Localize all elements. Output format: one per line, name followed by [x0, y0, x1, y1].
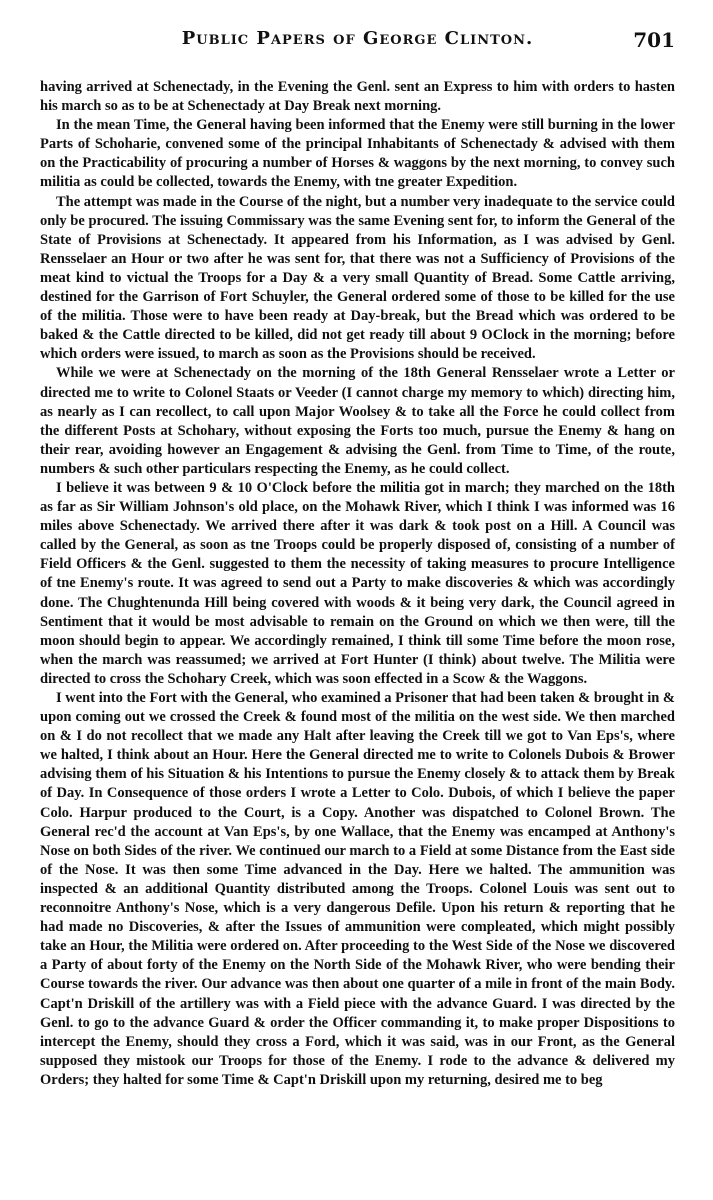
page-header — [40, 28, 675, 56]
running-head: Public Papers of George Clinton. — [181, 28, 534, 49]
paragraph: While we were at Schenectady on the morning of the 18th General Rensselaer wrote a Letter or directed me to write to Colonel Staats or Veeder (I cannot charge my memory to which) directing him, as nearly as I can recollect, to call upon Major Woolsey & to take all the Force he could collect from the different Posts at Schohary, without exposing the Forts too much, pursue the Enemy & hang on their rear, avoiding however an Engagement & advising the Genl. from Time to Time, of the route, numbers & such other particulars respecting the Enemy, as he could collect. — [40, 365, 675, 477]
body-text — [40, 78, 675, 1090]
paragraph: The attempt was made in the Course of the night, but a number very inadequate to the service could only be procured. The issuing Commissary was the same Evening sent for, to inform the General of the State of Provisions at Schenectady. It appeared from his Information, as I was advised by Genl. Rensselaer an Hour or two after he was sent for, that there was not a Sufficiency of Provisions of the meat kind to victual the Troops for a Day & a very small Quantity of Bread. Some Cattle arriving, destined for the Garrison of Fort Schuyler, the General ordered some of those to be killed for the use of the militia. Those were to have been ready at Day-break, but the Bread which was ordered to be baked & the Cattle directed to be killed, did not get ready till about 9 OClock in the morning; before which orders were issued, to march as soon as the Provisions should be received. — [40, 193, 675, 363]
paragraph: I went into the Fort with the General, who examined a Prisoner that had been taken & brought in & upon coming out we crossed the Creek & found most of the militia on the west side. We then marched on & I do not recollect that we made any Halt after leaving the Creek till we got to Van Eps's, where we halted, I think about an Hour. Here the General directed me to write to Colonels Dubois & Brower advising them of his Situation & his Intentions to pursue the Enemy closely & to attack them by Break of Day. In Consequence of those orders I wrote a Letter to Colo. Dubois, of which I believe the paper Colo. Harpur produced to the Court, is a Copy. Another was dispatched to Colonel Brown. The General rec'd the account at Van Eps's, by one Wallace, that the Enemy was encamped at Anthony's Nose on both Sides of the river. We continued our march to a Field at some Distance from the East side of the Nose. It was then some Time advanced in the Day. Here we halted. The ammunition was inspected & an additional Quantity distributed among the Troops. Colonel Louis was sent out to reconnoitre Anthony's Nose, which is a very dangerous Defile. Upon his return & reporting that he had made no Discoveries, & after the Issues of ammunition were compleated, which might possibly take an Hour, the Militia were ordered on. After proceeding to the West Side of the Nose we discovered a Party of about forty of the Enemy on the North Side of the Mohawk River, who were bending their Course towards the river. Our advance was then about one quarter of a mile in front of the main Body. Capt'n Driskill of the artillery was with a Field piece with the advance Guard. I was directed by the Genl. to go to the advance Guard & order the Officer commanding it, to make proper Dispositions to intercept the Enemy, should they cross a Ford, which it was said, was in our Front, as the General supposed they mistook our Troops for those of the Enemy. I rode to the advance & delivered my Orders; they halted for some Time & Capt'n Driskill upon my returning, desired me to beg — [40, 690, 675, 1088]
paragraph: I believe it was between 9 & 10 O'Clock before the militia got in march; they marched on the 18th as far as Sir William Johnson's old place, on the Mohawk River, which I think I was informed was 16 miles above Schenectady. We arrived there after it was dark & took post on a Hill. A Council was called by the General, as soon as tne Troops could be properly disposed of, consisting of a number of Field Officers & the Genl. suggested to them the necessity of taking measures to procure Intelligence of tne Enemy's route. It was agreed to send out a Party to make discoveries & which was accordingly done. The Chughtenunda Hill being covered with woods & it being very dark, the Council agreed in Sentiment that it would be most advisable to remain on the Ground on which we then were, till the moon should begin to appear. We accordingly remained, I think till some Time before the moon rose, when the march was reassumed; we arrived at Fort Hunter (I think) about twelve. The Militia were directed to cross the Schohary Creek, which was soon effected in a Scow & the Waggons. — [40, 479, 675, 687]
page-number: 701 — [633, 28, 675, 52]
paragraph: In the mean Time, the General having been informed that the Enemy were still burning in the lower Parts of Schoharie, convened some of the principal Inhabitants of Schenectady & advised with them on the Practicability of procuring a number of Horses & waggons by the next morning, to convey such militia as could be collected, towards the Enemy, with tne greater Expedition. — [40, 117, 675, 191]
paragraph: having arrived at Schenectady, in the Evening the Genl. sent an Express to him with orders to hasten his march so as to be at Schenectady at Day Break next morning. — [40, 79, 675, 115]
